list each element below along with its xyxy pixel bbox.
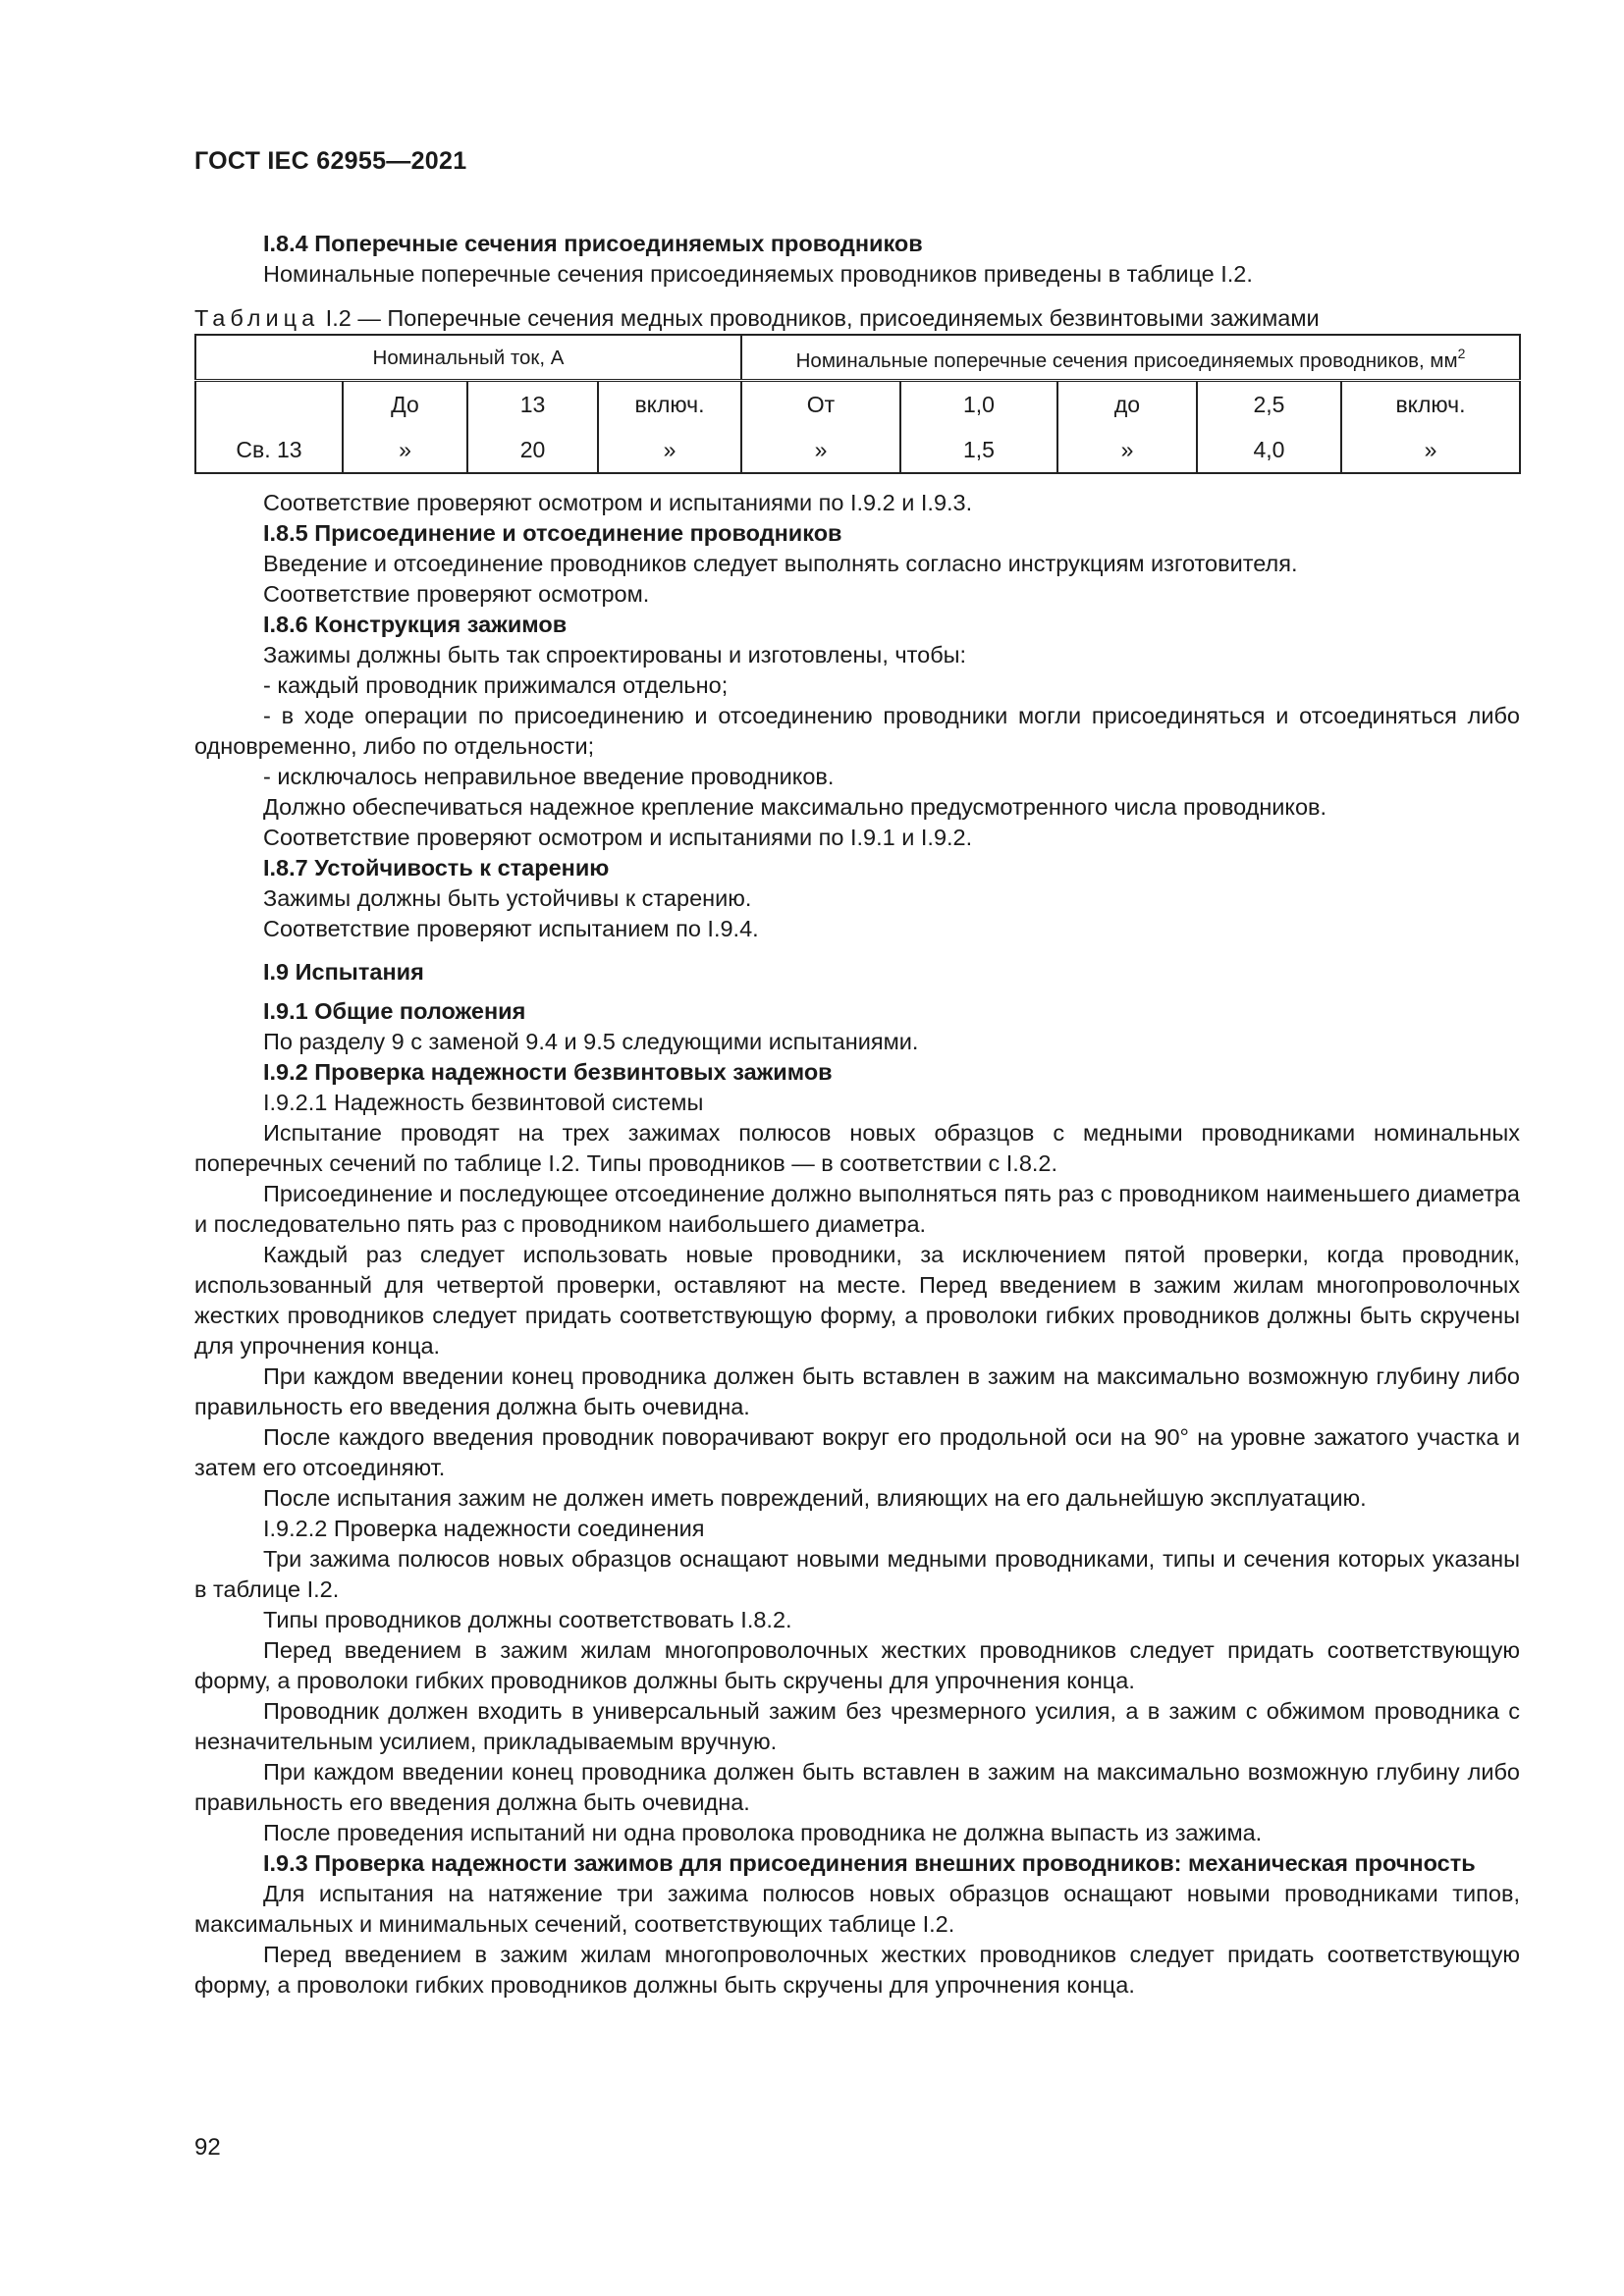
conductor-table	[194, 334, 1521, 474]
header-current: Номинальный ток, А	[195, 335, 741, 381]
paragraph: По разделу 9 с заменой 9.4 и 9.5 следующими испытаниями.	[263, 1029, 919, 1054]
table-cell	[195, 381, 343, 428]
table-cell: »	[1341, 427, 1520, 473]
paragraph: Соответствие проверяют осмотром и испытаниями по I.9.1 и I.9.2.	[263, 825, 973, 850]
table-cell: »	[1057, 427, 1197, 473]
table-cell: »	[741, 427, 900, 473]
section-title: I.9.3 Проверка надежности зажимов для присоединения внешних проводников: механическая прочность	[263, 1850, 1476, 1876]
table-cell: 13	[467, 381, 598, 428]
paragraph: Типы проводников должны соответствовать I.8.2.	[263, 1607, 792, 1632]
paragraph: При каждом введении конец проводника должен быть вставлен в зажим на максимально возможную глубину либо правильность его введения должна быть очевидна.	[194, 1759, 1520, 1815]
section-title: I.8.5 Присоединение и отсоединение проводников	[263, 520, 842, 546]
table-cell: »	[343, 427, 467, 473]
section-title: I.8.6 Конструкция зажимов	[263, 612, 568, 637]
section-title: I.8.7 Устойчивость к старению	[263, 855, 610, 881]
paragraph: Присоединение и последующее отсоединение должно выполняться пять раз с проводником наименьшего диаметра и последовательно пять раз с проводником наибольшего диаметра.	[194, 1181, 1520, 1237]
paragraph: Должно обеспечиваться надежное крепление максимально предусмотренного числа проводников.	[263, 794, 1327, 820]
paragraph: Зажимы должны быть устойчивы к старению.	[263, 885, 752, 911]
table-cell: 1,5	[900, 427, 1057, 473]
page-content	[194, 229, 1520, 2001]
paragraph: Проводник должен входить в универсальный зажим без чрезмерного усилия, а в зажим с обжимом проводника с незначительным усилием, прикладываемым вручную.	[194, 1698, 1520, 1754]
paragraph: Испытание проводят на трех зажимах полюсов новых образцов с медными проводниками номинальных поперечных сечений по таблице I.2. Типы проводников — в соответствии с I.8.2.	[194, 1120, 1520, 1176]
table-cell: 2,5	[1197, 381, 1341, 428]
paragraph: Перед введением в зажим жилам многопроволочных жестких проводников следует придать соответствующую форму, а проволоки гибких проводников должны быть скручены для упрочнения конца.	[194, 1942, 1520, 1998]
paragraph: Перед введением в зажим жилам многопроволочных жестких проводников следует придать соответствующую форму, а проволоки гибких проводников должны быть скручены для упрочнения конца.	[194, 1637, 1520, 1693]
table-cell: 20	[467, 427, 598, 473]
table-cell: Св. 13	[195, 427, 343, 473]
header-section	[741, 335, 1520, 381]
subsection-title: I.9.2.1 Надежность безвинтовой системы	[263, 1090, 704, 1115]
paragraph: Введение и отсоединение проводников следует выполнять согласно инструкциям изготовителя.	[263, 551, 1298, 576]
table-cell: »	[598, 427, 741, 473]
header-section-text: Номинальные поперечные сечения присоединяемых проводников, мм	[795, 349, 1458, 372]
table-cell: До	[343, 381, 467, 428]
section-title: I.8.4 Поперечные сечения присоединяемых проводников	[263, 231, 923, 256]
paragraph: Соответствие проверяют испытанием по I.9.4.	[263, 916, 759, 941]
table-cell: включ.	[1341, 381, 1520, 428]
list-item: - исключалось неправильное введение проводников.	[263, 764, 835, 789]
table-row	[195, 381, 1520, 428]
table-caption-label: Таблица	[194, 305, 320, 331]
table-row	[195, 427, 1520, 473]
table-caption-text: I.2 — Поперечные сечения медных проводников, присоединяемых безвинтовыми зажимами	[319, 305, 1320, 331]
document-header: ГОСТ IEC 62955—2021	[194, 147, 467, 175]
table-caption	[194, 303, 1520, 334]
table-cell: От	[741, 381, 900, 428]
paragraph: Соответствие проверяют осмотром и испытаниями по I.9.2 и I.9.3.	[263, 490, 973, 515]
table-cell: включ.	[598, 381, 741, 428]
paragraph: Три зажима полюсов новых образцов оснащают новыми медными проводниками, типы и сечения которых указаны в таблице I.2.	[194, 1546, 1520, 1602]
section-title: I.9.2 Проверка надежности безвинтовых зажимов	[263, 1059, 833, 1085]
table-header-row	[195, 335, 1520, 381]
table-cell: 4,0	[1197, 427, 1341, 473]
paragraph: Каждый раз следует использовать новые проводники, за исключением пятой проверки, когда проводник, использованный для четвертой проверки, оставляют на месте. Перед введением в зажим жилам многопроволочных жестких проводников следует придать соответствующую форму, а проволоки гибких проводников должны быть скручены для упрочнения конца.	[194, 1242, 1520, 1359]
paragraph: После проведения испытаний ни одна проволока проводника не должна выпасть из зажима.	[263, 1820, 1263, 1845]
table-cell: до	[1057, 381, 1197, 428]
header-section-sup: 2	[1457, 346, 1466, 361]
paragraph: После испытания зажим не должен иметь повреждений, влияющих на его дальнейшую эксплуатацию.	[263, 1485, 1367, 1511]
paragraph: Соответствие проверяют осмотром.	[263, 581, 650, 607]
page-number: 92	[194, 2134, 221, 2161]
list-item: - каждый проводник прижимался отдельно;	[263, 672, 729, 698]
table-cell: 1,0	[900, 381, 1057, 428]
list-item: - в ходе операции по присоединению и отсоединению проводники могли присоединяться и отсоединяться либо одновременно, либо по отдельности;	[194, 703, 1520, 759]
paragraph: Номинальные поперечные сечения присоединяемых проводников приведены в таблице I.2.	[263, 261, 1253, 287]
paragraph: При каждом введении конец проводника должен быть вставлен в зажим на максимально возможную глубину либо правильность его введения должна быть очевидна.	[194, 1363, 1520, 1419]
paragraph: Зажимы должны быть так спроектированы и изготовлены, чтобы:	[263, 642, 967, 667]
section-title: I.9 Испытания	[263, 959, 424, 985]
paragraph: Для испытания на натяжение три зажима полюсов новых образцов оснащают новыми проводниками типов, максимальных и минимальных сечений, соответствующих таблице I.2.	[194, 1881, 1520, 1937]
subsection-title: I.9.2.2 Проверка надежности соединения	[263, 1516, 705, 1541]
paragraph: После каждого введения проводник поворачивают вокруг его продольной оси на 90° на уровне зажатого участка и затем его отсоединяют.	[194, 1424, 1520, 1480]
section-title: I.9.1 Общие положения	[263, 998, 526, 1024]
